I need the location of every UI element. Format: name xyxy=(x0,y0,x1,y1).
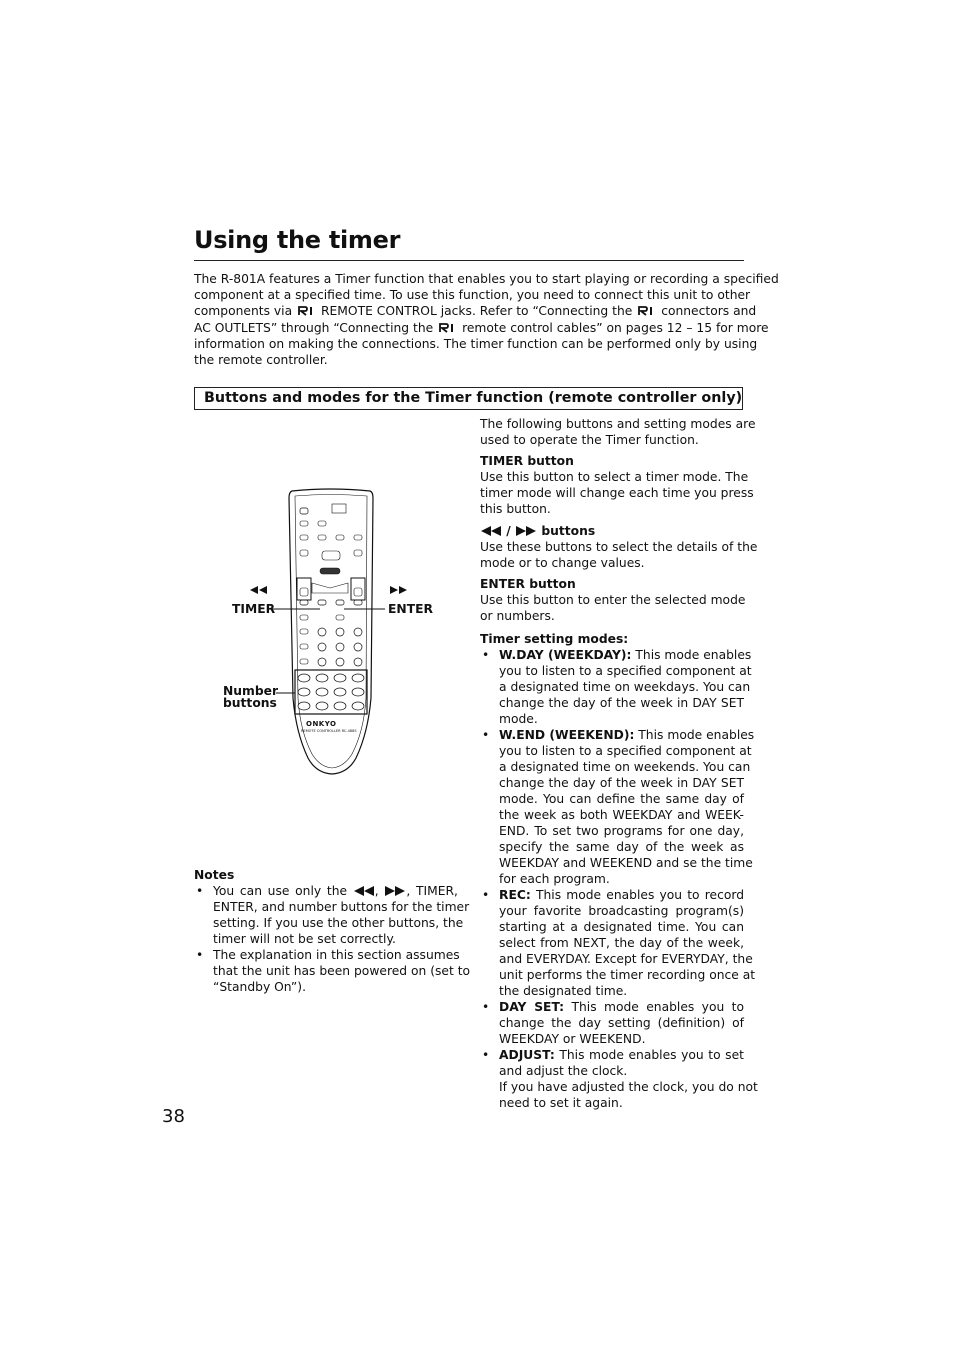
rewind-icon xyxy=(250,586,267,594)
intro-line: the remote controller. xyxy=(194,353,328,368)
arrows-heading: / buttons xyxy=(480,523,744,539)
intro-line: information on making the connections. The timer function can be performed only by using xyxy=(194,336,758,351)
ri-logo-icon xyxy=(638,306,655,316)
ri-logo-icon xyxy=(298,306,315,316)
list-item: • DAY SET: This mode enables you to change the day setting (definition) of WEEKDAY or WEEKEND. xyxy=(482,1000,744,1046)
rewind-icon xyxy=(353,886,375,896)
rewind-icon xyxy=(480,526,502,536)
timer-callout-label: TIMER xyxy=(232,602,276,616)
text-line: Use this button to enter the selected mode xyxy=(480,593,746,607)
fast-forward-icon xyxy=(390,586,407,594)
text-line: mode or to change values. xyxy=(480,556,645,570)
section-heading: Buttons and modes for the Timer function (remote controller only) xyxy=(204,390,743,406)
enter-callout-label: ENTER xyxy=(388,602,433,616)
enter-button-heading: ENTER button xyxy=(480,577,576,591)
fast-forward-icon xyxy=(384,886,406,896)
fast-forward-icon xyxy=(515,526,537,536)
text-line: Use this button to select a timer mode. The xyxy=(480,470,749,484)
list-item: • The explanation in this section assumes that the unit has been powered on (set to “Standby On”). xyxy=(196,948,471,994)
intro-line: component at a specified time. To use this function, you need to connect this unit to other xyxy=(194,288,751,303)
section-heading-box xyxy=(194,387,743,410)
right-column xyxy=(480,416,758,1111)
list-item: • ADJUST: This mode enables you to set and adjust the clock. If you have adjusted the clock, you do not need to set it again. xyxy=(482,1048,758,1110)
text-line: or numbers. xyxy=(480,609,555,623)
ri-logo-icon xyxy=(439,323,456,333)
notes-heading: Notes xyxy=(194,868,235,882)
intro-line: AC OUTLETS” through “Connecting the remote control cables” on pages 12 – 15 for more xyxy=(194,320,769,335)
intro-line: components via REMOTE CONTROL jacks. Refer to “Connecting the connectors and xyxy=(194,304,757,319)
text-line: used to operate the Timer function. xyxy=(480,433,699,447)
text-line: Use these buttons to select the details of the xyxy=(480,540,758,554)
remote-model: REMOTE CONTROLLER RC-488S xyxy=(301,729,357,733)
number-callout-label: Number xyxy=(223,684,279,698)
list-item: • W.END (WEEKEND): This mode enables you to listen to a specified component at a designated time on weekends. You can change the day of the week in DAY SET mode. You can define the same day of the week as both WEEKDAY and WEEK- END. To set two programs for one day, specify the same day of the week as WEEKDAY and WEEKEND and se the time for each program. xyxy=(482,728,755,886)
text-line: this button. xyxy=(480,502,551,516)
page-title: Using the timer xyxy=(194,226,401,254)
list-item: • REC: This mode enables you to record your favorite broadcasting program(s) starting at a designated time. You can select from NEXT, the day of the week, and EVERYDAY. Except for EVERYDAY, the unit performs the timer recording once at the designated time. xyxy=(482,888,756,998)
notes-section xyxy=(194,867,471,995)
page-number: 38 xyxy=(162,1106,185,1127)
title-divider xyxy=(194,260,744,261)
timer-modes-list xyxy=(480,647,758,1111)
intro-paragraph xyxy=(194,271,779,368)
list-item: • You can use only the , , TIMER, ENTER, and number buttons for the timer setting. If you use the other buttons, the timer will not be set correctly. xyxy=(196,884,470,946)
remote-brand: ONKYO xyxy=(306,720,337,728)
list-item: • W.DAY (WEEKDAY): This mode enables you to listen to a specified component at a designated time on weekdays. You can change the day of the week in DAY SET mode. xyxy=(482,648,752,726)
intro-line: The R-801A features a Timer function that enables you to start playing or recording a specified xyxy=(194,272,779,286)
text-line: The following buttons and setting modes are xyxy=(480,417,756,431)
timer-button-heading: TIMER button xyxy=(480,454,574,468)
text-line: timer mode will change each time you press xyxy=(480,486,754,500)
timer-modes-heading: Timer setting modes: xyxy=(480,632,629,646)
number-callout-label: buttons xyxy=(223,696,277,710)
